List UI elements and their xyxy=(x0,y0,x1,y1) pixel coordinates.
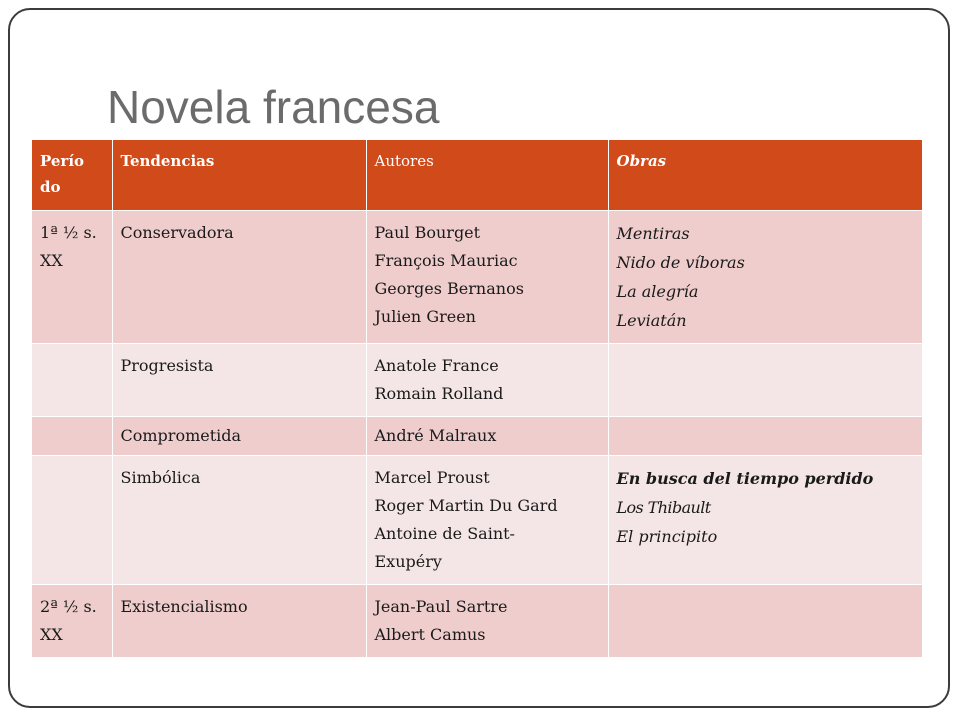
cell-obras xyxy=(608,455,922,584)
cell-obras xyxy=(608,210,922,343)
header-row xyxy=(32,140,922,210)
table-row xyxy=(32,210,922,343)
cell-autores xyxy=(366,584,608,657)
slide-title: Novela francesa xyxy=(107,81,440,133)
table-body xyxy=(32,210,922,657)
cell-periodo xyxy=(32,416,112,455)
author-name: Marcel Proust xyxy=(374,467,490,487)
author-name: Paul Bourget xyxy=(374,222,481,242)
cell-periodo xyxy=(32,343,112,416)
author-name: Roger Martin Du Gard xyxy=(374,495,558,515)
work-title: El principito xyxy=(616,526,718,546)
cell-tendencia: Progresista xyxy=(112,343,366,416)
novel-table xyxy=(32,140,922,658)
work-title: Los Thibault xyxy=(616,497,711,517)
cell-autores xyxy=(366,416,608,455)
author-name: Jean-Paul Sartre xyxy=(374,596,508,616)
table-row xyxy=(32,455,922,584)
author-name: André Malraux xyxy=(374,425,497,445)
cell-obras xyxy=(608,343,922,416)
work-title: Nido de víboras xyxy=(616,252,745,272)
table-row xyxy=(32,584,922,657)
header-tendencias: Tendencias xyxy=(112,140,366,210)
work-title: En busca del tiempo perdido xyxy=(616,468,874,488)
work-title: La alegría xyxy=(616,281,699,301)
author-name: François Mauriac xyxy=(374,250,518,270)
cell-tendencia: Comprometida xyxy=(112,416,366,455)
cell-tendencia: Conservadora xyxy=(112,210,366,343)
table-header xyxy=(32,140,922,210)
cell-periodo: 2ª ½ s. XX xyxy=(32,584,112,657)
cell-periodo xyxy=(32,455,112,584)
header-autores: Autores xyxy=(366,140,608,210)
header-periodo: Perío do xyxy=(32,140,112,210)
header-obras: Obras xyxy=(608,140,922,210)
table-row xyxy=(32,343,922,416)
author-name: Romain Rolland xyxy=(374,383,504,403)
cell-autores xyxy=(366,210,608,343)
author-name: Exupéry xyxy=(374,551,442,571)
table-row xyxy=(32,416,922,455)
work-title: Leviatán xyxy=(616,310,687,330)
cell-periodo: 1ª ½ s. XX xyxy=(32,210,112,343)
author-name: Anatole France xyxy=(374,355,499,375)
author-name: Georges Bernanos xyxy=(374,278,524,298)
cell-obras xyxy=(608,584,922,657)
cell-autores xyxy=(366,343,608,416)
cell-autores xyxy=(366,455,608,584)
work-title: Mentiras xyxy=(616,223,690,243)
cell-tendencia: Simbólica xyxy=(112,455,366,584)
author-name: Julien Green xyxy=(374,306,476,326)
cell-obras xyxy=(608,416,922,455)
author-name: Antoine de Saint- xyxy=(374,523,515,543)
author-name: Albert Camus xyxy=(374,624,486,644)
cell-tendencia: Existencialismo xyxy=(112,584,366,657)
